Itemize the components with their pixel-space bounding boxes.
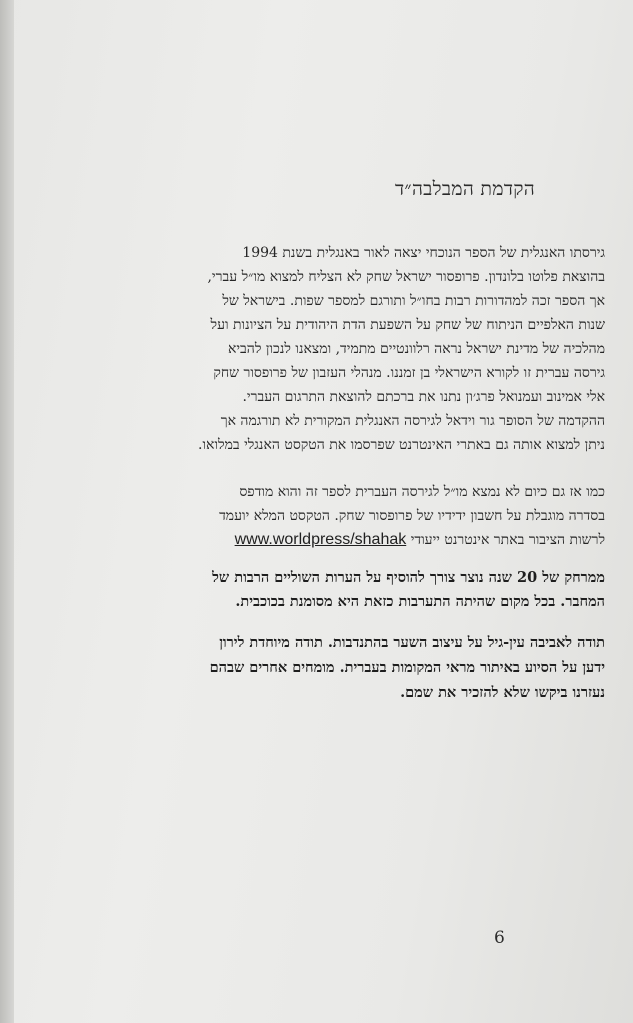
text-line: נעזרנו ביקשו שלא להזכיר את שמם. xyxy=(400,684,605,701)
text-line: כמו אז גם כיום לא נמצא מו״ל לגירסה העברית לספר זה והוא מודפס xyxy=(239,484,605,500)
text-line: המחבר. בכל מקום שהיתה התערבות כזאת היא מסומנת בכוכבית. xyxy=(235,593,605,610)
text-line: שנות האלפיים הניתוח של שחק על השפעת הדת היהודית על הציונות ועל xyxy=(210,317,605,333)
text-line: ניתן למצוא אותה גם באתרי האינטרנט שפרסמו את הטקסט האנגלי במלואו. xyxy=(198,437,605,453)
paragraph-footnotes-note xyxy=(45,566,605,614)
text-line: אלי אמינוב ועמנואל פרג׳ון נתנו את ברכתם להוצאת התרגום העברי. xyxy=(242,389,605,405)
text-line: בהוצאת פלוטו בלונדון. פרופסור ישראל שחק לא הצליח למצוא מו״ל עברי, xyxy=(207,269,605,285)
text-line: גירסתו האנגלית של הספר הנוכחי יצאה לאור באנגלית בשנת 1994 xyxy=(242,245,605,261)
text-line: תודה לאביבה עין-גיל על עיצוב השער בהתנדבות. תודה מיוחדת לירון xyxy=(219,634,605,651)
website-link[interactable]: www.worldpress/shahak xyxy=(234,531,407,548)
text-line: מהלכיה של מדינת ישראל נראה רלוונטיים מתמיד, ומצאנו לנכון להביא xyxy=(227,341,605,357)
text-line: גירסה עברית זו לקורא הישראלי בן זמננו. מנהלי העזבון של פרופסור שחק xyxy=(213,365,605,381)
text-line: ידען על הסיוע באיתור מראי המקומות בעברית. מומחים אחרים שבהם xyxy=(209,659,605,676)
paragraph-history xyxy=(45,241,605,457)
page-title: הקדמת המבלבה״ד xyxy=(394,178,535,200)
page-number: 6 xyxy=(494,928,505,948)
paragraph-acknowledgements xyxy=(45,630,605,705)
text-line: אך הספר זכה למהדורות רבות בחו״ל ותורגם למספר שפות. בישראל של xyxy=(222,293,605,309)
text-line-with-link xyxy=(45,528,605,552)
text-fragment: לרשות הציבור באתר אינטרנט ייעודי xyxy=(410,532,605,548)
text-line: ממרחק של 20 שנה נוצר צורך להוסיף על הערות השוליים הרבות של xyxy=(212,569,605,586)
text-line: בסדרה מוגבלת על חשבון ידידיו של פרופסור שחק. הטקסט המלא יועמד xyxy=(219,508,605,524)
paragraph-publication xyxy=(45,480,605,552)
text-line: ההקדמה של הסופר גור וידאל לגירסה האנגלית המקורית לא תורגמה אך xyxy=(220,413,605,429)
